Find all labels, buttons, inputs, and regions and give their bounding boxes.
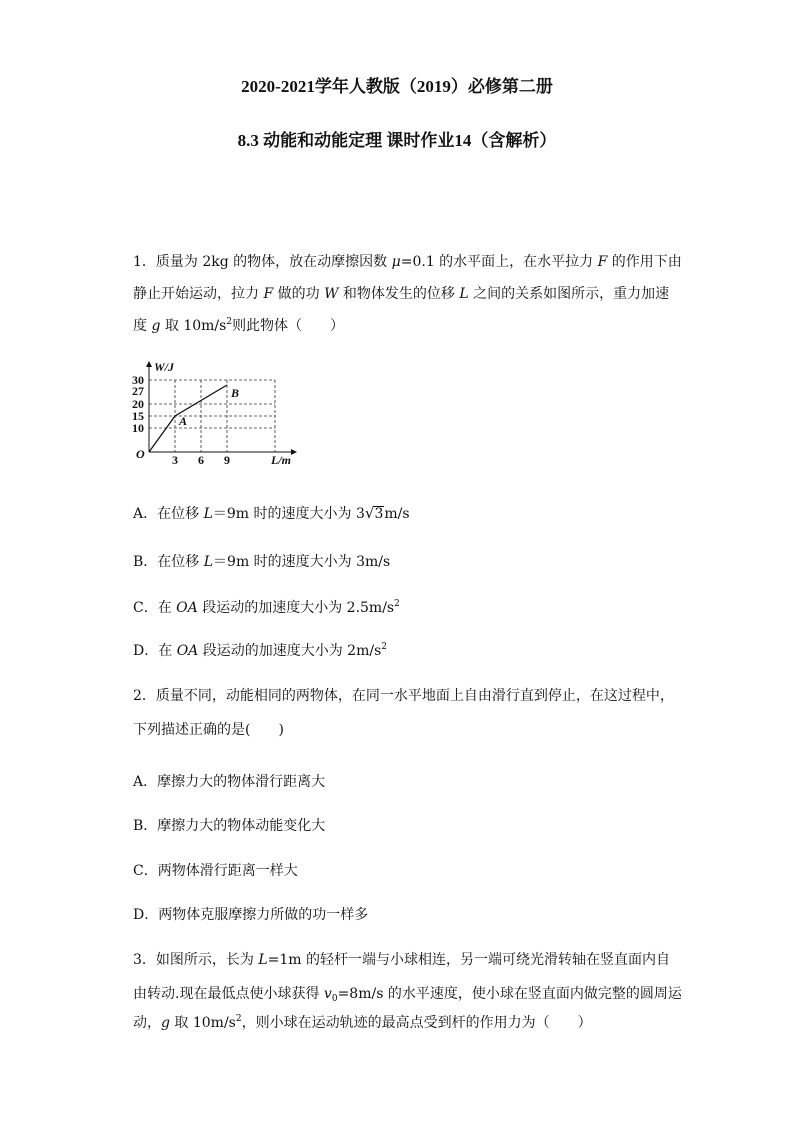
q3-stem-line1: 3．如图所示，长为 L=1m 的轻杆一端与小球相连，另一端可绕光滑转轴在竖直面内自: [133, 952, 671, 968]
graph-x-tick: 3: [172, 453, 178, 467]
graph-point-a-label: A: [179, 414, 188, 428]
q2-option-a[interactable]: A．摩擦力大的物体滑行距离大: [133, 774, 326, 790]
q1-stem-line3: 度 g 取 $10m/s^2$则此物体（ ）: [133, 317, 345, 334]
graph-y-tick: 10: [132, 421, 144, 435]
q2-stem-line2: 下列描述正确的是( ): [133, 722, 284, 738]
graph-origin-label: O: [136, 447, 145, 461]
graph-y-tick: 20: [132, 397, 144, 411]
sqrt-icon: √: [364, 504, 375, 522]
q2-option-d[interactable]: D．两物体克服摩擦力所做的功一样多: [133, 907, 369, 923]
q2-option-b[interactable]: B．摩擦力大的物体动能变化大: [133, 818, 326, 834]
graph-point-b-label: B: [231, 386, 240, 400]
graph-grid: [149, 380, 275, 452]
q1-option-d[interactable]: D．在 OA 段运动的加速度大小为 $2m/s^2$: [133, 642, 387, 659]
graph-x-tick: 6: [198, 453, 204, 467]
q1-option-c[interactable]: C．在 OA 段运动的加速度大小为 $2.5m/s^2$: [133, 599, 400, 616]
work-displacement-graph: [130, 358, 310, 470]
document-title: 2020-2021学年人教版（2019）必修第二册: [241, 77, 553, 96]
q2-option-c[interactable]: C．两物体滑行距离一样大: [133, 863, 298, 879]
graph-data-line: [149, 385, 227, 452]
graph-y-tick: 15: [132, 409, 144, 423]
graph-y-tick: 30: [132, 373, 144, 387]
q1-option-a[interactable]: A．在位移 L＝9m 时的速度大小为 3√3m/s: [133, 504, 410, 522]
graph-x-tick: 9: [224, 453, 230, 467]
q3-stem-line3: 动，g 取 $10m/s^2$，则小球在运动轨迹的最高点受到杆的作用力为（ ）: [133, 1014, 592, 1031]
graph-x-axis-label: L/m: [271, 453, 291, 467]
graph-y-tick: 27: [132, 384, 144, 398]
q1-stem-line1: 1．质量为 2kg 的物体，放在动摩擦因数 μ=0.1 的水平面上，在水平拉力 F 的作用下由: [133, 254, 682, 270]
q3-stem-line2: 由转动.现在最低点使小球获得 $v_0=8m/s$ 的水平速度，使小球在竖直面内做完整的圆周运: [133, 986, 682, 1004]
q1-stem-line2: 静止开始运动，拉力 F 做的功 W 和物体发生的位移 L 之间的关系如图所示，重力加速: [133, 286, 670, 302]
graph-y-axis-label: W/J: [154, 360, 175, 374]
document-subtitle: 8.3 动能和动能定理 课时作业14（含解析）: [237, 131, 557, 150]
q2-stem-line1: 2．质量不同，动能相同的两物体，在同一水平地面上自由滑行直到停止，在这过程中，: [133, 688, 674, 704]
q1-option-b[interactable]: B．在位移 L＝9m 时的速度大小为 3m/s: [133, 554, 391, 570]
